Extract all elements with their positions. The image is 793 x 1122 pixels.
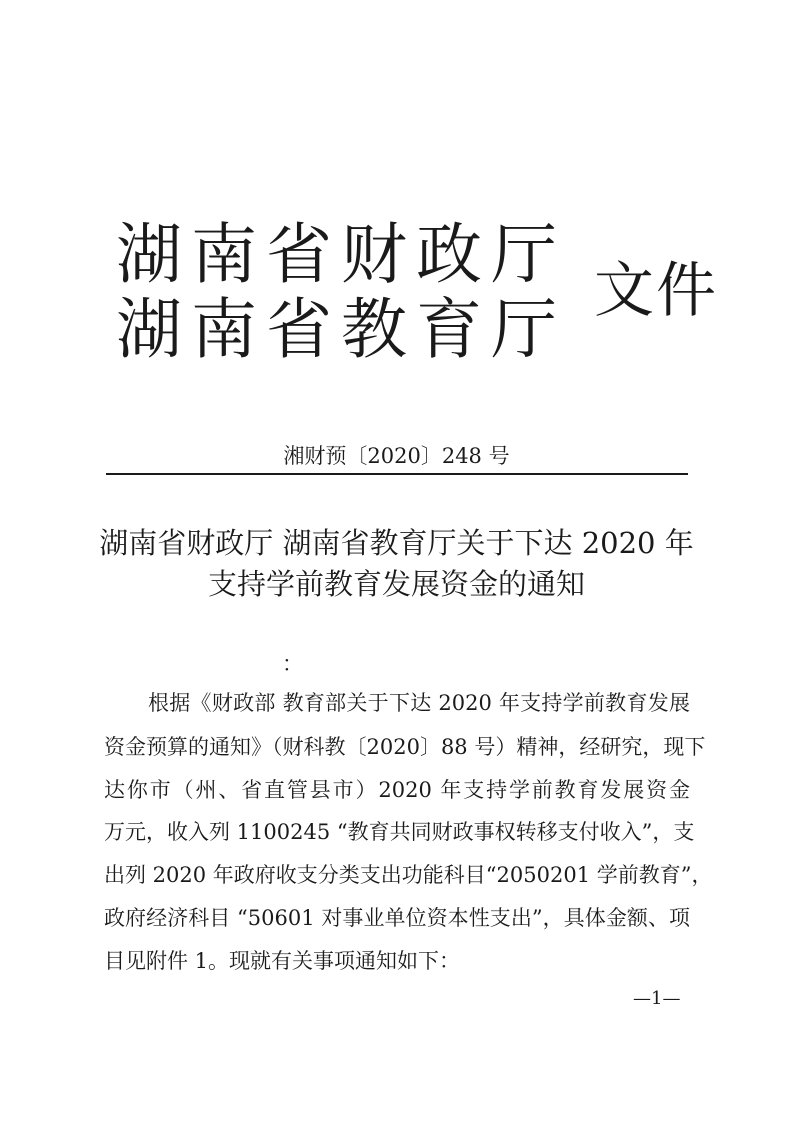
document-type-label: 文件 [594,256,718,326]
body-line: 达你市（州、省直管县市）2020 年支持学前教育发展资金 [104,778,690,802]
body-line: 根据《财政部 教育部关于下达 2020 年支持学前教育发展 [148,691,690,715]
document-title-line-1: 湖南省财政厅 湖南省教育厅关于下达 2020 年 [99,526,694,560]
addressee: ： [282,652,303,676]
page-number: —1— [633,988,681,1009]
body-line: 资金预算的通知》（财科教〔2020〕88 号）精神，经研究，现下 [104,735,706,759]
body-line: 出列 2020 年政府收支分类支出功能科目“2050201 学前教育”， [104,863,713,887]
body-line: 万元，收入列 1100245 “教育共同财政事权转移支付收入”，支 [104,820,695,844]
header-divider [106,473,688,475]
agency-name-finance: 湖南省财政厅 [116,216,566,293]
body-line: 目见附件 1。现就有关事项通知如下： [104,949,461,973]
document-title-line-2: 支持学前教育发展资金的通知 [207,567,585,601]
agency-name-education: 湖南省教育厅 [116,291,566,368]
document-number: 湘财预〔2020〕248 号 [283,444,510,468]
body-line: 政府经济科目 “50601 对事业单位资本性支出”，具体金额、项 [104,906,690,930]
